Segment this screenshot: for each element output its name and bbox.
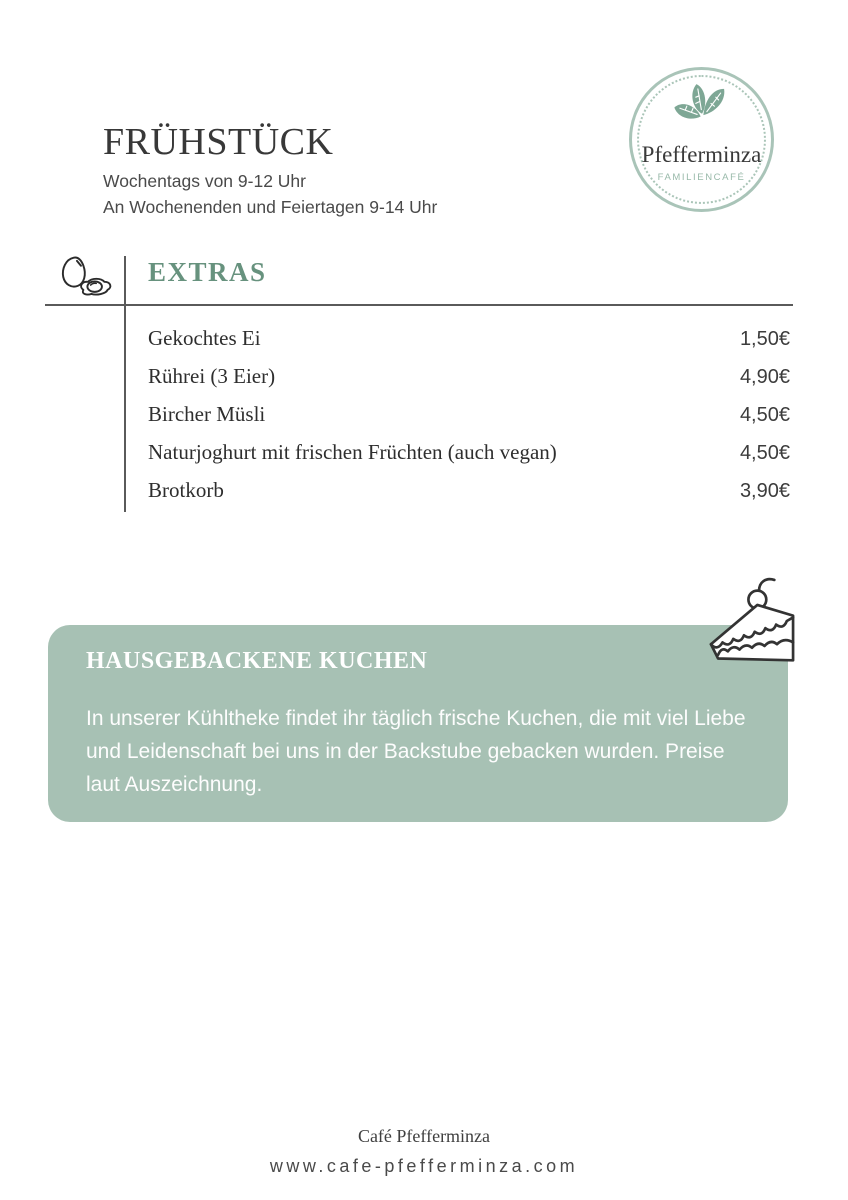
footer-cafe-name: Café Pfefferminza [357,1126,491,1146]
menu-row [148,364,790,402]
logo-tagline: FAMILIENCAFÉ [657,172,746,183]
mint-leaves-icon [671,82,733,140]
cakes-heading: HAUSGEBACKENE KUCHEN [86,648,428,674]
menu-item-price: 4,50€ [739,442,790,464]
menu-item-name: Rührei (3 Eier) [148,364,276,388]
logo-name: Pfefferminza [641,142,762,167]
menu-item-name: Brotkorb [148,478,224,502]
menu-row [148,402,790,440]
opening-hours [103,168,437,220]
cafe-logo [629,67,774,212]
menu-row [148,440,790,478]
menu-item-price: 4,90€ [739,366,790,388]
homemade-cakes-panel [48,625,788,822]
menu-row [148,478,790,516]
menu-item-price: 3,90€ [739,480,790,502]
page-title: FRÜHSTÜCK [103,121,334,163]
menu-item-name: Bircher Müsli [148,402,266,426]
menu-item-price: 4,50€ [739,404,790,426]
cake-slice-icon [704,571,800,671]
menu-item-price: 1,50€ [739,328,790,350]
opening-hours-weekend: An Wochenenden und Feiertagen 9-14 Uhr [103,197,438,217]
menu-row [148,326,790,364]
extras-heading: EXTRAS [148,257,267,287]
cakes-description: In unserer Kühltheke findet ihr täglich frische Kuchen, die mit viel Liebe und Leidenschaft bei uns in der Backstube gebacken wurden. Preise laut Auszeichnung. [86,707,746,796]
footer-website-link[interactable]: www.cafe-pfefferminza.com [269,1156,579,1176]
opening-hours-weekdays: Wochentags von 9-12 Uhr [103,171,306,191]
section-horizontal-rule [45,304,793,306]
menu-item-name: Naturjoghurt mit frischen Früchten (auch vegan) [148,440,557,464]
egg-icon [56,252,114,302]
menu-item-name: Gekochtes Ei [148,326,261,350]
section-vertical-rule [124,256,126,512]
extras-menu-list [148,326,790,516]
